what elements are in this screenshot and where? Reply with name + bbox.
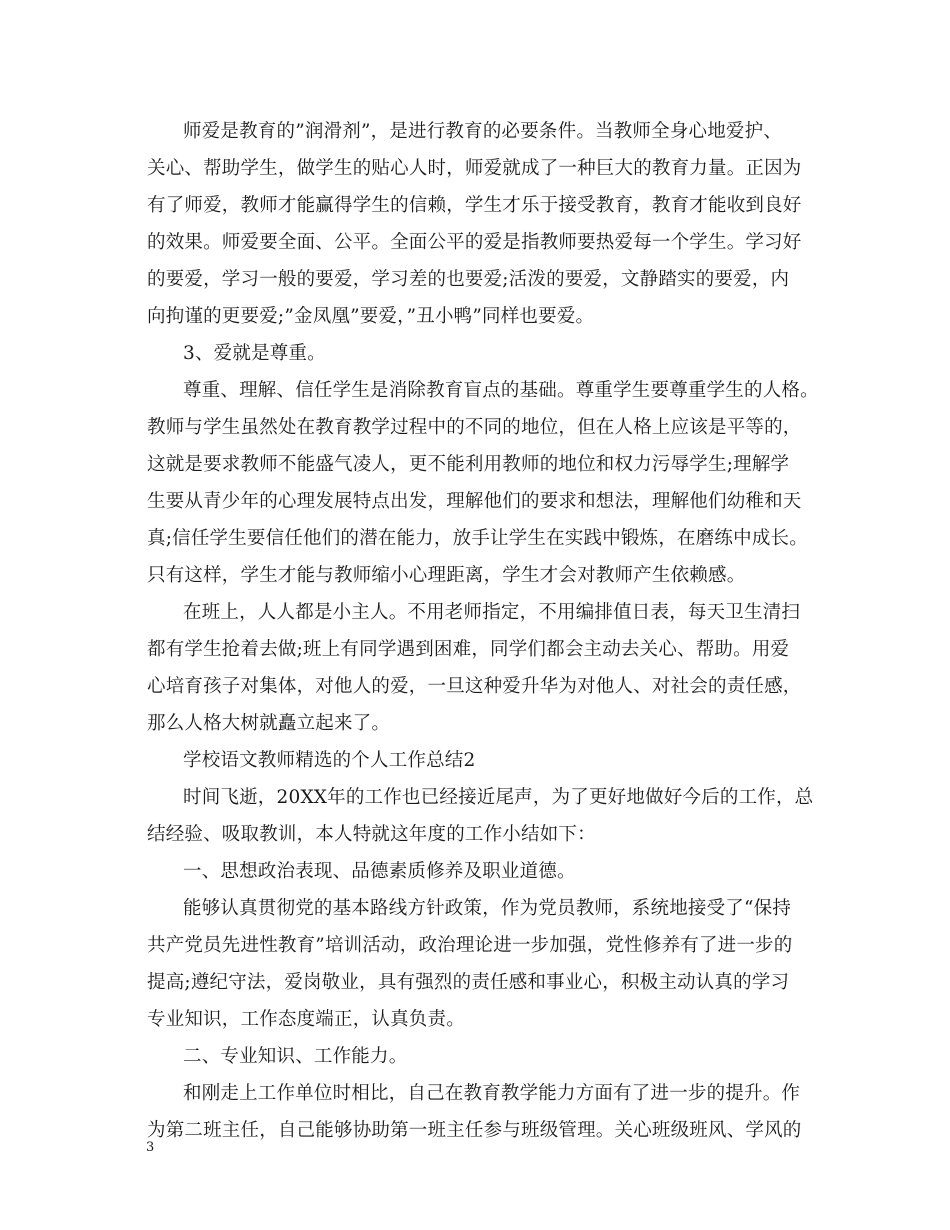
text-line: 的要爱，学习一般的要爱，学习差的也要爱;活泼的要爱，文静踏实的要爱，内 — [147, 269, 790, 290]
text-line: 结经验、吸取教训，本人特就这年度的工作小结如下： — [147, 824, 596, 845]
text-line: 在班上，人人都是小主人。不用老师指定，不用编排值日表，每天卫生清扫 — [183, 602, 801, 623]
text-line: 共产党员先进性教育”培训活动，政治理论进一步加强，党性修养有了进一步的 — [147, 935, 793, 956]
text-line: 和刚走上工作单位时相比，自己在教育教学能力方面有了进一步的提升。作 — [183, 1083, 801, 1104]
text-line: 时间飞逝，20XX年的工作也已经接近尾声，为了更好地做好今后的工作，总 — [183, 787, 814, 808]
text-line: 有了师爱，教师才能赢得学生的信赖，学生才乐于接受教育，教育才能收到良好 — [147, 195, 802, 216]
section-heading: 3、爱就是尊重。 — [183, 343, 326, 364]
section-heading: 二、专业知识、工作能力。 — [183, 1046, 408, 1067]
text-line: 为第二班主任，自己能够协助第一班主任参与班级管理。关心班级班风、学风的 — [147, 1120, 802, 1141]
text-line: 关心、帮助学生，做学生的贴心人时，师爱就成了一种巨大的教育力量。正因为 — [147, 158, 802, 179]
text-line: 那么人格大树就矗立起来了。 — [147, 713, 391, 734]
page-number: 3 — [146, 1140, 155, 1155]
text-line: 专业知识，工作态度端正，认真负责。 — [147, 1009, 465, 1030]
text-line: 心培育孩子对集体，对他人的爱，一旦这种爱升华为对他人、对社会的责任感， — [147, 676, 802, 697]
text-line: 生要从青少年的心理发展特点出发，理解他们的要求和想法，理解他们幼稚和天 — [147, 491, 802, 512]
text-line: 真;信任学生要信任他们的潜在能力，放手让学生在实践中锻炼，在磨练中成长。 — [147, 528, 808, 549]
text-line: 师爱是教育的”润滑剂”，是进行教育的必要条件。当教师全身心地爱护、 — [183, 121, 783, 142]
section-title: 学校语文教师精选的个人工作总结2 — [183, 750, 476, 771]
text-line: 只有这样，学生才能与教师缩小心理距离，学生才会对教师产生依赖感。 — [147, 565, 746, 586]
text-line: 能够认真贯彻党的基本路线方针政策，作为党员教师，系统地接受了“保持 — [183, 898, 792, 919]
text-line: 教师与学生虽然处在教育教学过程中的不同的地位，但在人格上应该是平等的， — [147, 417, 802, 438]
text-line: 的效果。师爱要全面、公平。全面公平的爱是指教师要热爱每一个学生。学习好 — [147, 232, 802, 253]
text-line: 提高;遵纪守法，爱岗敬业，具有强烈的责任感和事业心，积极主动认真的学习 — [147, 972, 790, 993]
text-line: 都有学生抢着去做;班上有同学遇到困难，同学们都会主动去关心、帮助。用爱 — [147, 639, 790, 660]
text-line: 向拘谨的更要爱;”金凤凰”要爱，”丑小鸭”同样也要爱。 — [147, 306, 595, 327]
section-heading: 一、思想政治表现、品德素质修养及职业道德。 — [183, 861, 576, 882]
text-line: 尊重、理解、信任学生是消除教育盲点的基础。尊重学生要尊重学生的人格。 — [183, 380, 819, 401]
text-line: 这就是要求教师不能盛气凌人，更不能利用教师的地位和权力污辱学生;理解学 — [147, 454, 790, 475]
